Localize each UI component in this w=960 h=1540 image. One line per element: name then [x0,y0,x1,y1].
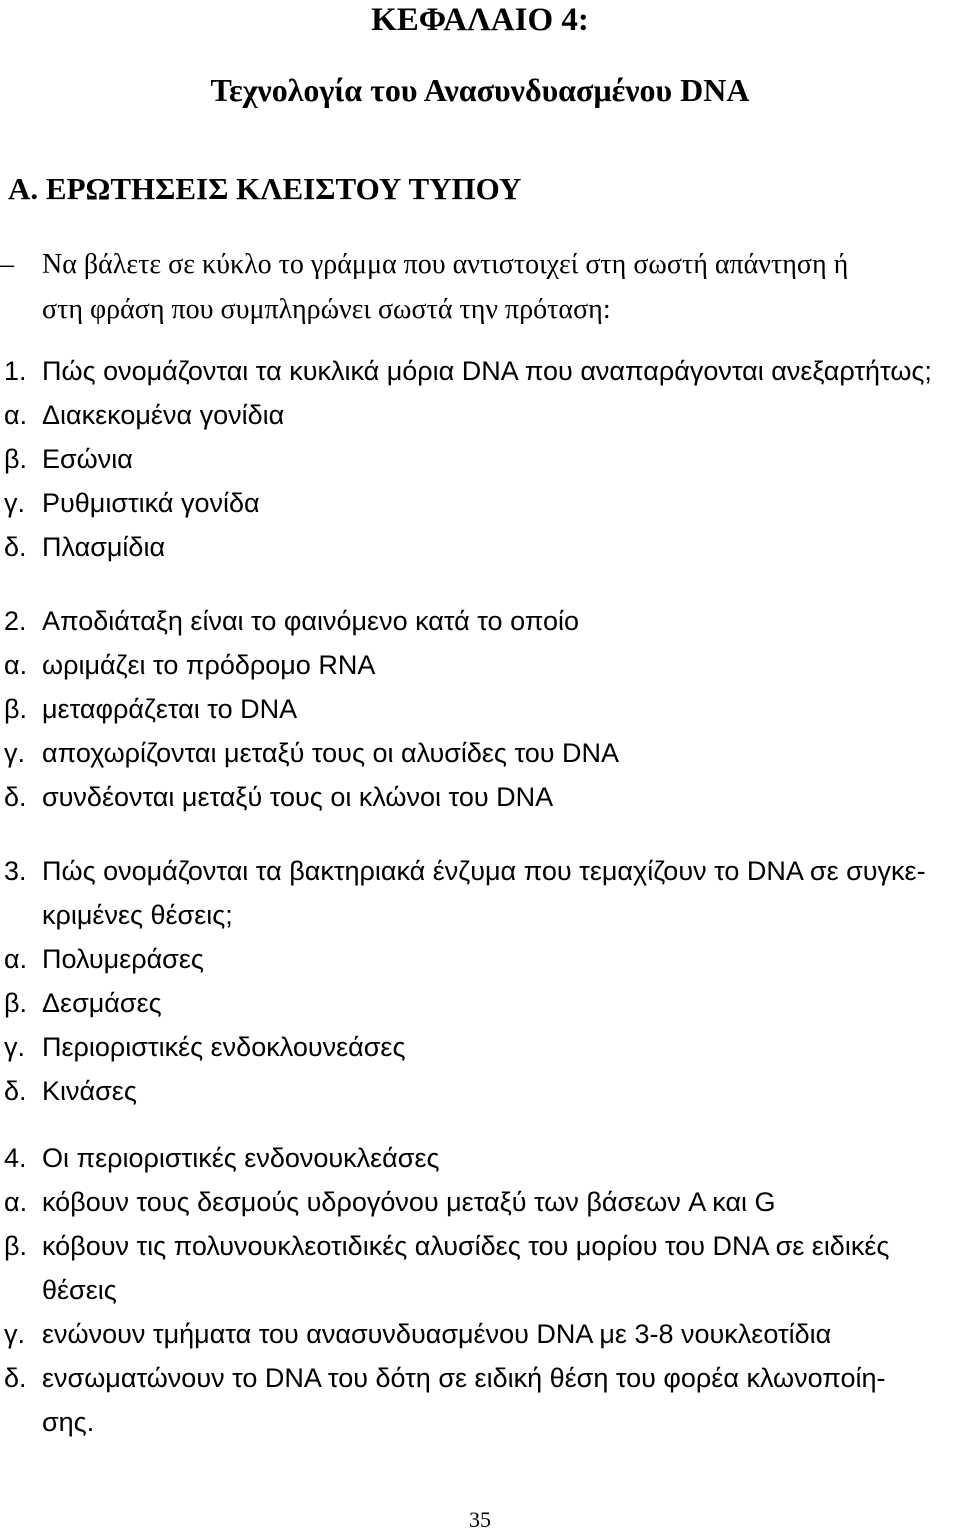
answer-option-d[interactable] [4,1356,956,1400]
answer-option-c[interactable] [4,731,956,775]
option-text: ενώνουν τμήματα του ανασυνδυασμένου DNA με 3-8 νουκλεοτίδια [42,1319,832,1349]
answer-option-b-continued [4,1268,956,1312]
chapter-subtitle: Τεχνολογία του Ανασυνδυασμένου DNA [210,72,750,108]
option-letter: δ. [4,782,27,812]
option-text: Ρυθμιστικά γονίδα [42,488,260,518]
option-text-line-2: σης. [42,1407,95,1437]
instruction-dash: – [0,249,14,280]
option-letter: δ. [4,1363,27,1393]
answer-option-d[interactable] [4,1069,956,1113]
question-text: Αποδιάταξη είναι το φαινόμενο κατά το οποίο [42,606,579,636]
chapter-title: ΚΕΦΑΛΑΙΟ 4: [371,2,589,38]
answer-option-d[interactable] [4,775,956,819]
option-letter: α. [4,944,28,974]
option-text: μεταφράζεται το DNA [42,694,298,724]
option-text-line-1: κόβουν τις πολυνουκλεοτιδικές αλυσίδες του μορίου του DNA σε ειδικές [42,1231,890,1261]
option-letter: α. [4,400,28,430]
option-letter: β. [4,444,28,474]
option-text-line-1: ενσωματώνουν το DNA του δότη σε ειδική θέση του φορέα κλωνοποίη- [42,1363,886,1393]
question-1 [4,349,956,569]
question-4 [4,1136,956,1444]
option-text: Πολυμεράσες [42,944,204,974]
option-letter: γ. [4,1032,26,1062]
option-text: Εσώνια [42,444,133,474]
answer-option-a[interactable] [4,937,956,981]
option-text: αποχωρίζονται μεταξύ τους οι αλυσίδες του DNA [42,738,620,768]
question-2 [4,599,956,819]
option-letter: γ. [4,488,26,518]
question-text: Πώς ονομάζονται τα κυκλικά μόρια DNA που αναπαράγονται ανεξαρτήτως; [42,356,932,386]
answer-option-d-continued [4,1400,956,1444]
option-text: συνδέονται μεταξύ τους οι κλώνοι του DNA [42,782,554,812]
answer-option-b[interactable] [4,687,956,731]
option-text: Διακεκομένα γονίδια [42,400,285,430]
question-number: 3. [4,856,27,886]
answer-option-c[interactable] [4,1312,956,1356]
question-number: 2. [4,606,27,636]
option-letter: γ. [4,1319,26,1349]
section-heading: Α. ΕΡΩΤΗΣΕΙΣ ΚΛΕΙΣΤΟΥ ΤΥΠΟΥ [8,171,522,206]
answer-option-a[interactable] [4,393,956,437]
question-text-line-2: κριμένες θέσεις; [42,900,233,930]
answer-option-c[interactable] [4,481,956,525]
question-text: Οι περιοριστικές ενδονουκλεάσες [42,1143,440,1173]
question-3 [4,849,956,1113]
answer-option-a[interactable] [4,1180,956,1224]
option-text: Κινάσες [42,1076,137,1106]
answer-option-d[interactable] [4,525,956,569]
answer-option-b[interactable] [4,981,956,1025]
option-letter: β. [4,694,28,724]
option-letter: δ. [4,532,27,562]
option-text: Περιοριστικές ενδοκλουνεάσες [42,1032,406,1062]
answer-option-a[interactable] [4,643,956,687]
option-text-line-2: θέσεις [42,1275,117,1305]
instruction-line-2: στη φράση που συμπληρώνει σωστά την πρόταση: [42,294,611,325]
instruction-line-1: Να βάλετε σε κύκλο το γράμμα που αντιστοιχεί στη σωστή απάντηση ή [42,249,849,280]
option-letter: β. [4,988,28,1018]
option-text: Πλασμίδια [42,532,166,562]
answer-option-c[interactable] [4,1025,956,1069]
option-text: Δεσμάσες [42,988,162,1018]
answer-option-b[interactable] [4,437,956,481]
question-number: 1. [4,356,27,386]
option-text: κόβουν τους δεσμούς υδρογόνου μεταξύ των βάσεων A και G [42,1187,776,1217]
question-number: 4. [4,1143,27,1173]
page-number: 35 [469,1507,491,1532]
option-letter: δ. [4,1076,27,1106]
option-text: ωριμάζει το πρόδρομο RNA [42,650,376,680]
answer-option-b[interactable] [4,1224,956,1268]
option-letter: α. [4,650,28,680]
option-letter: α. [4,1187,28,1217]
option-letter: γ. [4,738,26,768]
question-text-line-1: Πώς ονομάζονται τα βακτηριακά ένζυμα που τεμαχίζουν το DNA σε συγκε- [42,856,926,886]
option-letter: β. [4,1231,28,1261]
